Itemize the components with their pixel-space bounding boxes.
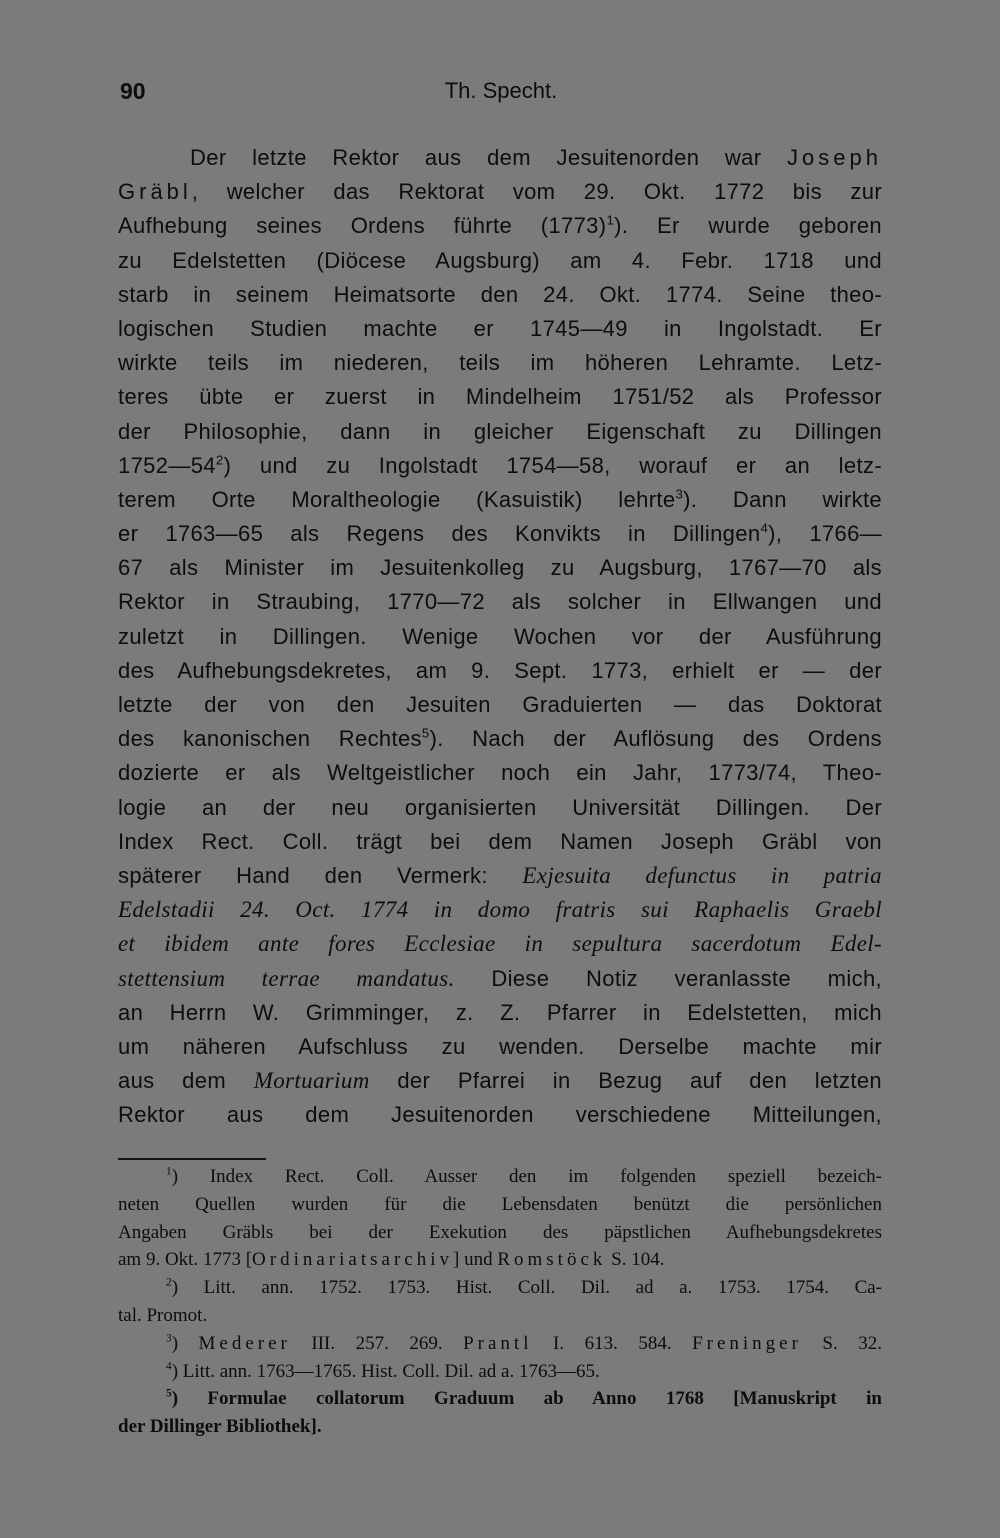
footnote-marker[interactable]: 5 [166,1388,172,1401]
text-run: dozierte er als Weltgeistlicher noch ein Jahr, 1773/74, Theo- [118,760,882,786]
spaced-name: Romstöck [497,1249,607,1271]
spaced-name: Mederer [198,1332,291,1354]
text-run: der Philosophie, dann in gleicher Eigenschaft zu Dillingen [118,418,882,444]
italic-text: Edelstadii 24. Oct. 1774 in domo fratris sui Raphaelis Graebl [118,897,882,923]
spaced-name: Gräbl [118,179,192,205]
text-run: , welcher das Rektorat vom 29. Okt. 1772 bis zur [191,179,882,205]
text-run: neten Quellen wurden für die Lebensdaten benützt die persönlichen [118,1193,882,1215]
footnote-marker[interactable]: 1 [166,1165,172,1178]
text-run: ), 1766— [768,521,882,547]
text-run: Index Rect. Coll. trägt bei dem Namen Joseph Gräbl von [118,828,882,854]
italic-text: Exjesuita defunctus in patria [522,862,882,888]
footnote-line [118,1191,882,1219]
footnote-line [118,1302,882,1330]
text-line [118,962,882,996]
text-run: letzte der von den Jesuiten Graduierten — das Doktorat [118,692,882,717]
text-line [118,756,882,790]
page-header [120,78,882,110]
text-run: ) und zu Ingolstadt 1754—58, worauf er an letz- [223,452,882,478]
footnote-line [118,1385,882,1413]
text-line [118,449,882,483]
text-run: tal. Promot. [118,1304,208,1326]
text-run: ] und [453,1249,498,1271]
text-line [118,722,882,756]
text-run: Aufhebung seines Ordens führte (1773) [118,213,607,239]
text-line [118,620,882,654]
text-run: ) Litt. ann. 1752. 1753. Hist. Coll. Dil. ad a. 1753. 1754. Ca- [171,1277,882,1299]
footnote-line [118,1246,882,1274]
text-run: S. 32. [801,1332,882,1354]
text-run: späterer Hand den Vermerk: [118,862,523,888]
text-run: aus dem [118,1068,254,1094]
text-line [118,1030,882,1064]
text-run: ) [171,1332,199,1354]
text-line [118,415,882,449]
text-line [118,654,882,688]
text-run: der Pfarrei in Bezug auf den letzten [369,1068,882,1094]
italic-text: et ibidem ante fores Ecclesiae in sepultura sacerdotum Edel- [118,931,882,957]
text-run: I. 613. 584. [532,1332,693,1354]
text-line [118,996,882,1030]
text-run: III. 257. 269. [290,1332,464,1354]
running-head: Th. Specht. [444,78,558,103]
footnote-line [118,1219,882,1247]
footnote-marker[interactable]: 2 [215,452,224,468]
footnote-marker[interactable]: 4 [760,520,769,536]
text-line [118,346,882,380]
footnote-marker[interactable]: 5 [421,725,430,741]
footnote-separator [118,1158,266,1160]
spaced-name: Joseph [787,145,882,170]
text-run: ) Litt. ann. 1763—1765. Hist. Coll. Dil. ad a. 1763—65. [171,1360,600,1382]
text-run: am 9. Okt. 1773 [ [118,1249,253,1271]
spaced-name: Ordinariatsarchiv [252,1249,453,1271]
text-run: um näheren Aufschluss zu wenden. Derselbe machte mir [118,1033,882,1059]
text-run: zu Edelstetten (Diöcese Augsburg) am 4. Febr. 1718 und [118,247,882,273]
footnote-marker[interactable]: 1 [606,213,615,229]
text-run: Rektor aus dem Jesuitenorden verschiedene Mitteilungen, [118,1102,882,1128]
text-run: ) Formulae collatorum Graduum ab Anno 1768 [Manuskript in [171,1388,882,1410]
text-run: S. 104. [606,1249,665,1271]
text-line [118,175,882,209]
text-line [118,141,882,175]
footnote-line [118,1163,882,1191]
text-run: Angaben Gräbls bei der Exekution des päpstlichen Aufhebungsdekretes [118,1221,882,1243]
text-line [118,244,882,278]
text-run: zuletzt in Dillingen. Wenige Wochen vor der Ausführung [118,623,882,649]
text-line [118,688,882,722]
text-line [118,380,882,414]
footnote-line [118,1413,882,1441]
text-run: ). Er wurde geboren [614,213,882,239]
text-run: terem Orte Moraltheologie (Kasuistik) lehrte [118,486,676,512]
text-line [118,893,882,927]
text-run: 1752—54 [118,452,216,478]
spaced-name: Prantl [463,1332,533,1354]
text-line [118,278,882,312]
footnote-marker[interactable]: 3 [675,486,684,502]
text-run: des Aufhebungsdekretes, am 9. Sept. 1773, erhielt er — der [118,657,882,683]
text-run: ). Nach der Auflösung des Ordens [429,726,882,752]
text-line [118,517,882,551]
text-line [118,483,882,517]
text-run: er 1763—65 als Regens des Konvikts in Dillingen [118,521,761,547]
page-number: 90 [120,78,146,104]
text-run: logie an der neu organisierten Universität Dillingen. Der [118,794,882,820]
text-run: ). Dann wirkte [683,486,882,512]
text-line [118,791,882,825]
footnote-marker[interactable]: 4 [166,1360,172,1373]
text-run: an Herrn W. Grimminger, z. Z. Pfarrer in Edelstetten, mich [118,999,882,1025]
text-line [118,1098,882,1132]
text-run: der Dillinger Bibliothek]. [118,1416,322,1438]
footnote-line [118,1274,882,1302]
text-run: logischen Studien machte er 1745—49 in Ingolstadt. Er [118,315,882,341]
text-line [118,312,882,346]
italic-text: stettensium terrae mandatus. [118,965,455,991]
footnote-line [118,1330,882,1358]
italic-text: Mortuarium [253,1068,370,1094]
spaced-name: Freninger [692,1332,802,1354]
text-run: ) Index Rect. Coll. Ausser den im folgenden speziell bezeich- [171,1166,882,1187]
text-run: starb in seinem Heimatsorte den 24. Okt. 1774. Seine theo- [118,281,882,307]
footnote-marker[interactable]: 3 [166,1332,172,1345]
text-line [118,551,882,585]
text-run: Der letzte Rektor aus dem Jesuitenorden war [190,145,788,170]
text-line [118,209,882,243]
text-line [118,1064,882,1098]
footnotes [118,1163,882,1441]
text-line [118,859,882,893]
footnote-marker[interactable]: 2 [166,1276,172,1289]
text-run: teres übte er zuerst in Mindelheim 1751/52 als Professor [118,384,882,410]
footnote-line [118,1358,882,1386]
text-run: des kanonischen Rechtes [118,726,422,752]
text-line [118,927,882,961]
text-run: wirkte teils im niederen, teils im höheren Lehramte. Letz- [118,350,882,376]
text-run: Diese Notiz veranlasste mich, [454,965,882,991]
text-run: Rektor in Straubing, 1770—72 als solcher in Ellwangen und [118,589,882,615]
text-line [118,585,882,619]
body-paragraph [118,141,882,1132]
text-run: 67 als Minister im Jesuitenkolleg zu Augsburg, 1767—70 als [118,555,882,581]
text-line [118,825,882,859]
